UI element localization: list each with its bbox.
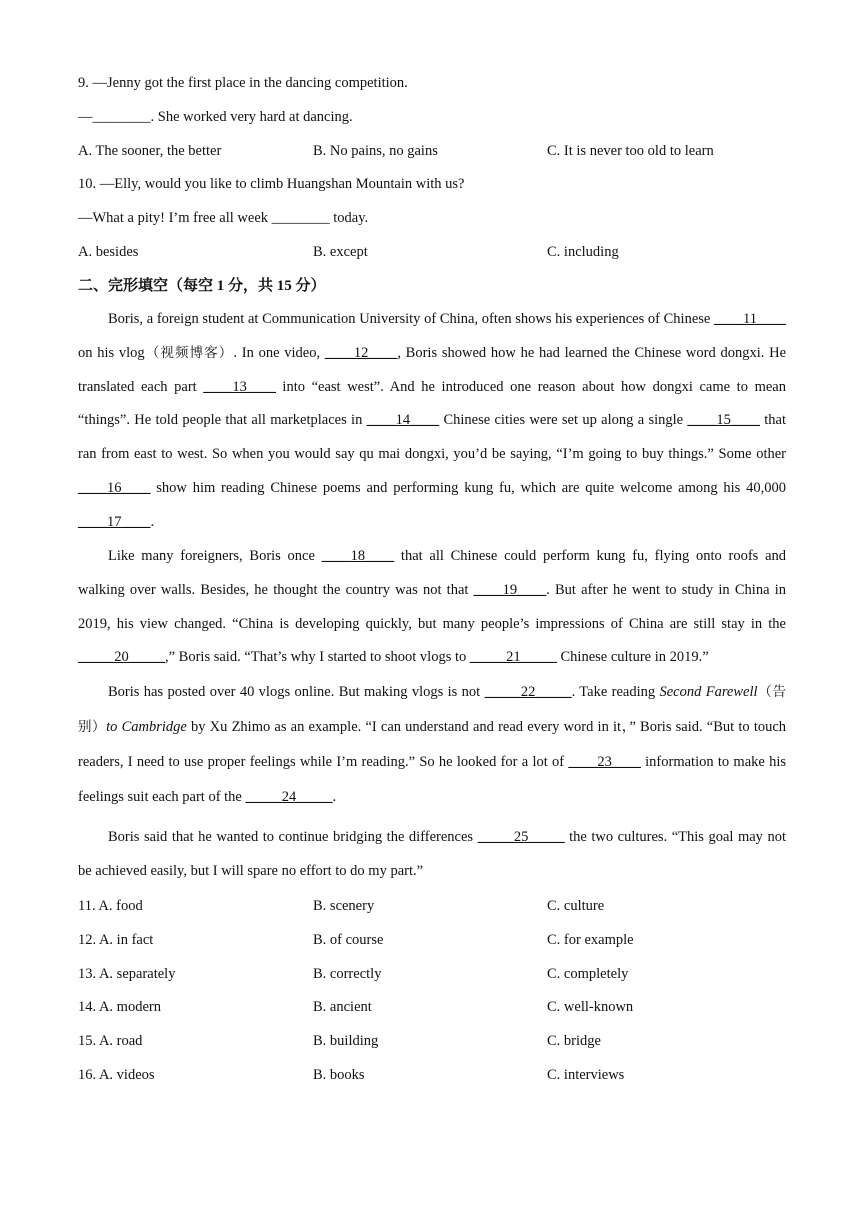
poem-title-part-1: Second Farewell (659, 684, 758, 700)
passage-paragraph-1 (78, 303, 786, 540)
q9-options (78, 142, 778, 160)
blank-11: ____11____ (714, 311, 786, 327)
q9-option-c[interactable]: C. It is never too old to learn (547, 143, 714, 159)
text: , Boris showed how he had learned the Chinese word dongxi. He translated each part (78, 344, 787, 395)
q10-question: 10. —Elly, would you like to climb Huangshan Mountain with us? (78, 176, 465, 192)
option-c[interactable]: C. completely (547, 966, 629, 982)
text: information to make his feelings suit each part of the (78, 754, 786, 805)
options-row (78, 1066, 778, 1084)
blank-24: _____24_____ (245, 789, 333, 805)
option-b[interactable]: B. correctly (313, 966, 382, 982)
option-b[interactable]: B. scenery (313, 898, 375, 914)
options-row (78, 1032, 778, 1050)
blank-14: ____14____ (366, 412, 440, 429)
option-b[interactable]: B. building (313, 1033, 379, 1049)
text: . (150, 513, 155, 530)
option-c[interactable]: C. bridge (547, 1033, 601, 1049)
blank-16: ____16____ (78, 479, 151, 496)
text: . But after he went to study in China in 2019, his view changed. “China is developing quickly, but many people’s impressions of China are still stay in the (78, 581, 787, 632)
option-b[interactable]: B. ancient (313, 999, 372, 1015)
poem-title-part-2: to Cambridge (106, 719, 187, 735)
blank-12: ____12____ (324, 344, 398, 361)
chinese-gloss: （视频博客） (144, 344, 234, 361)
blank-22: _____22_____ (484, 684, 572, 700)
comma: ， (621, 719, 630, 735)
text: . (332, 789, 337, 805)
passage-paragraph-3 (78, 675, 786, 815)
blank-20: _____20_____ (78, 649, 165, 666)
q10-option-b[interactable]: B. except (313, 244, 368, 260)
q9-reply: —________. She worked very hard at dancing. (78, 109, 353, 125)
text: Boris, a foreign student at Communication University of China, often shows his experiences of Chinese (108, 311, 715, 327)
text: ” Boris said. “But to touch readers, I need to use proper feelings while I’m reading.” So he looked for a lot of (78, 719, 787, 770)
text: Like many foreigners, Boris once (108, 548, 322, 564)
blank-19: ____19____ (473, 581, 547, 598)
passage-paragraph-4 (78, 821, 786, 889)
q9-option-b[interactable]: B. No pains, no gains (313, 143, 438, 159)
option-a[interactable]: 15. A. road (78, 1033, 143, 1049)
q9-option-a[interactable]: A. The sooner, the better (78, 143, 222, 159)
text: Boris said that he wanted to continue bridging the differences (108, 829, 478, 845)
blank-21: _____21_____ (469, 649, 557, 666)
text: ,” Boris said. “That’s why I started to shoot vlogs to (165, 649, 470, 666)
text: into “east west”. And he introduced one reason about how dongxi came to mean “things”. He told people that all marketplaces in (78, 378, 786, 429)
text: . In one video, (233, 344, 325, 361)
options-row (78, 998, 778, 1016)
options-row (78, 931, 778, 949)
options-row (78, 897, 778, 915)
option-c[interactable]: C. for example (547, 932, 634, 948)
text: the two cultures. “This goal may not be achieved easily, but I will spare no effort to do my part.” (78, 829, 786, 879)
text: Chinese cities were set up along a single (439, 412, 688, 429)
option-c[interactable]: C. culture (547, 898, 605, 914)
blank-23: ____23____ (568, 754, 641, 770)
poem-title-chinese: （告别） (78, 684, 787, 735)
passage-paragraph-2 (78, 540, 786, 675)
blank-15: ____15____ (687, 412, 760, 429)
text: by Xu Zhimo as an example. “I can understand and read every word in it (186, 719, 622, 735)
text: show him reading Chinese poems and performing kung fu, which are quite welcome among his 40,000 (150, 479, 786, 496)
option-a[interactable]: 11. A. food (78, 898, 143, 914)
q9-question: 9. —Jenny got the first place in the dancing competition. (78, 75, 408, 91)
text: on his vlog (78, 344, 145, 361)
option-a[interactable]: 12. A. in fact (78, 932, 154, 948)
blank-25: _____25_____ (477, 829, 565, 845)
text: . Take reading (571, 684, 660, 700)
q10-option-c[interactable]: C. including (547, 244, 619, 260)
section-heading: 二、完形填空（每空 1 分，共 15 分） (78, 278, 326, 294)
option-a[interactable]: 16. A. videos (78, 1067, 155, 1083)
text: that all Chinese could perform kung fu, flying onto roofs and walking over walls. Besides, he thought the country was not that (78, 548, 787, 598)
q10-options (78, 243, 778, 261)
option-b[interactable]: B. books (313, 1067, 365, 1083)
text: Boris has posted over 40 vlogs online. But making vlogs is not (108, 684, 485, 700)
option-c[interactable]: C. interviews (547, 1067, 625, 1083)
text: that ran from east to west. So when you would say qu mai dongxi, you’d be saying, “I’m going to buy things.” Some other (78, 412, 786, 463)
option-a[interactable]: 14. A. modern (78, 999, 161, 1015)
text: Chinese culture in 2019.” (556, 649, 709, 666)
q10-option-a[interactable]: A. besides (78, 244, 139, 260)
option-b[interactable]: B. of course (313, 932, 384, 948)
blank-17: ____17____ (78, 513, 151, 530)
q10-reply: —What a pity! I’m free all week ________ today. (78, 210, 369, 226)
blank-18: ____18____ (321, 548, 395, 564)
blank-13: ____13____ (203, 378, 276, 395)
options-row (78, 965, 778, 983)
option-c[interactable]: C. well-known (547, 999, 634, 1015)
option-a[interactable]: 13. A. separately (78, 966, 176, 982)
